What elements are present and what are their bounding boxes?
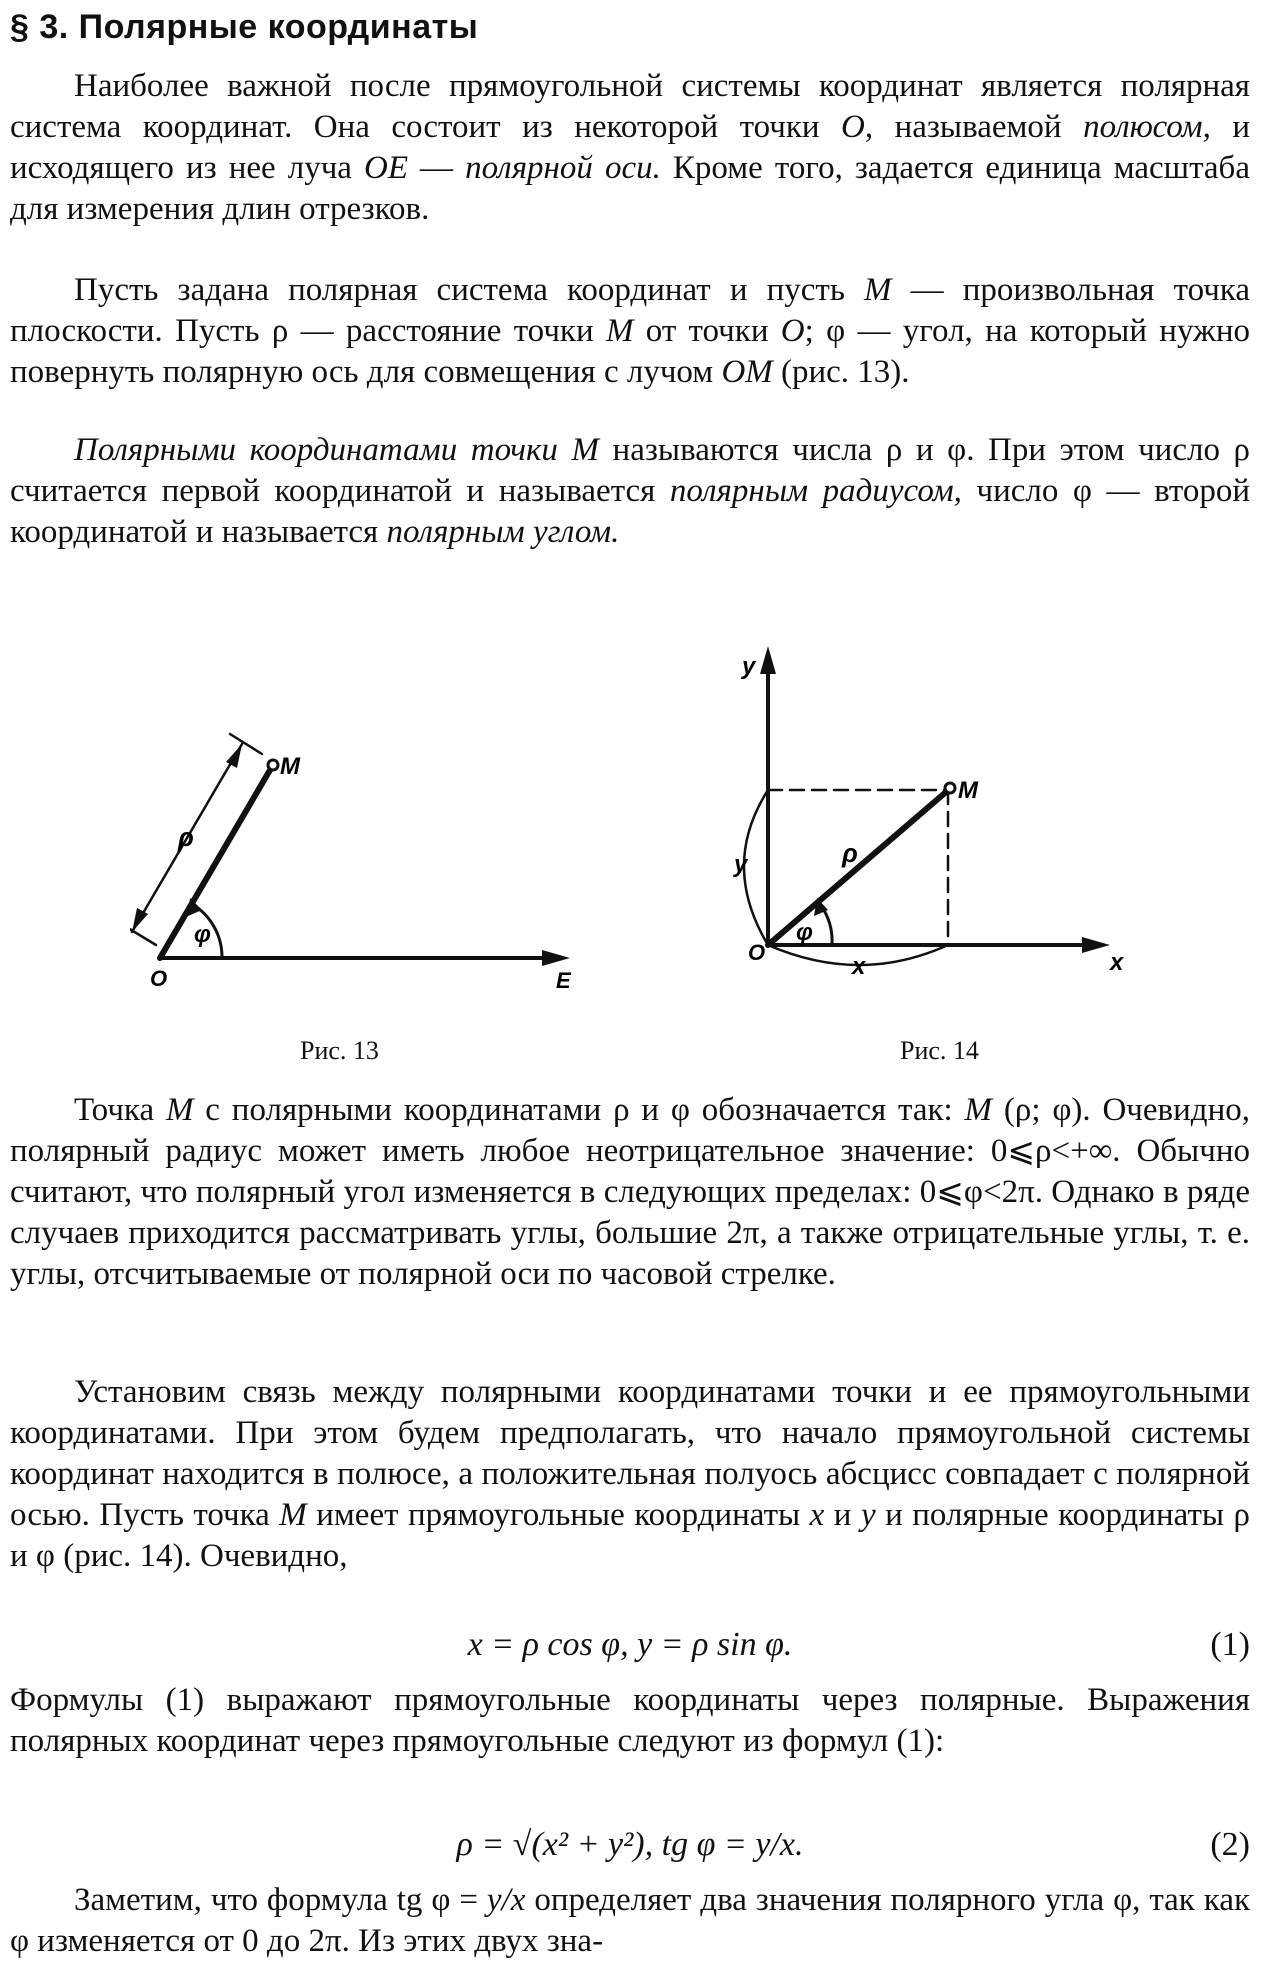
label-x-segment: x [852, 953, 866, 980]
label-x-axis: x [1110, 949, 1124, 976]
section-heading: § 3. Полярные координаты [10, 8, 479, 46]
text-run: M [964, 1092, 993, 1128]
text-run: M [863, 272, 892, 308]
text-run: M [165, 1092, 194, 1128]
figure-13-diagram [130, 670, 600, 1010]
formula-2-number: (2) [1210, 1826, 1250, 1863]
label-y-segment: y [734, 851, 748, 878]
text-run: и [824, 1497, 861, 1533]
text-run: с полярными координатами ρ и φ обозначается так: [193, 1092, 965, 1128]
text-run: полярным углом. [386, 514, 620, 550]
formula-1-expression: x = ρ cos φ, y = ρ sin φ. [467, 1626, 793, 1663]
text-run: и полярные координаты ρ и φ (рис. 14). Очевидно, [10, 1497, 1250, 1574]
text-run: Установим связь между полярными координатами точки и ее прямоугольными координатами. При этом будем предполагать, что начало прямоугольной системы координат находится в полюсе, а положительная полуось абсцисс совпадает с полярной осью. Пусть точка [10, 1374, 1250, 1533]
paragraph-2 [10, 270, 1250, 393]
text-run: , называемой [864, 109, 1084, 145]
text-run: определяет два значения полярного угла φ, так как φ изменяется от 0 до 2π. Из этих двух зна- [10, 1882, 1250, 1959]
text-run: Кроме того, задается единица масштаба для измерения длин отрезков. [10, 150, 1250, 227]
label-y-axis: y [742, 653, 756, 680]
formula-1-number: (1) [1210, 1626, 1250, 1663]
text-run: от точки [633, 313, 781, 349]
text-run: — [408, 150, 466, 186]
label-rho: ρ [842, 838, 858, 868]
text-run: OM [721, 354, 773, 390]
text-run: и исходящего из нее луча [10, 109, 1250, 186]
formula-2 [10, 1826, 1250, 1872]
text-run: y/x [486, 1882, 526, 1918]
paragraph-5 [10, 1372, 1250, 1577]
text-run: называются числа ρ и φ. При этом число ρ считается первой координатой и называется [10, 432, 1250, 509]
formula-2-expression: ρ = √(x² + y²), tg φ = y/x. [456, 1826, 804, 1863]
paragraph-7 [10, 1880, 1250, 1962]
paragraph-6 [10, 1680, 1250, 1762]
text-run: (ρ; φ). Очевидно, полярный радиус может иметь любое неотрицательное значение: 0⩽ρ<+∞. Обычно считают, что полярный угол изменяется в следующих пределах: 0⩽φ<2π. Однако в ряде случаев приходится рассматривать углы, большие 2π, а также отрицательные углы, т. е. углы, отсчитываемые от полярной оси по часовой стрелке. [10, 1092, 1250, 1292]
paragraph-4 [10, 1090, 1250, 1295]
text-run: M [605, 313, 634, 349]
figure-14-caption: Рис. 14 [900, 1036, 979, 1065]
text-run: Наиболее важной после прямоугольной системы координат является полярная система координат. Она состоит из некоторой точки [10, 68, 1250, 145]
text-run: Заметим, что формула tg φ = [74, 1882, 487, 1918]
text-run: полюсом, [1083, 109, 1211, 145]
text-run: имеет прямоугольные координаты [306, 1497, 810, 1533]
text-run: ; φ — угол, на который нужно повернуть полярную ось для совмещения с лучом [10, 313, 1250, 390]
paragraph-1 [10, 66, 1250, 230]
label-rho: ρ [178, 822, 194, 852]
figure-13-caption: Рис. 13 [300, 1036, 379, 1065]
text-run: M [279, 1497, 307, 1533]
text-run: Пусть задана полярная система координат и пусть [74, 272, 864, 308]
label-M: M [280, 753, 300, 780]
formula-1 [10, 1626, 1250, 1672]
text-run: Точка [74, 1092, 166, 1128]
text-run: число φ — второй координатой и называется [10, 473, 1251, 550]
text-run: y [860, 1497, 876, 1533]
label-O: O [748, 940, 766, 965]
paragraph-3 [10, 430, 1250, 553]
text-run: полярной оси. [465, 150, 661, 186]
figure-14-diagram [720, 640, 1140, 1010]
text-run: OE [364, 150, 408, 186]
label-E: E [556, 968, 571, 993]
text-run: Полярными координатами точки M [74, 432, 599, 468]
text-run: O [780, 313, 805, 349]
text-run: x [809, 1497, 825, 1533]
text-run: O [841, 109, 865, 145]
text-run: полярным радиусом, [669, 473, 962, 509]
label-phi: φ [796, 919, 813, 946]
label-O: O [150, 966, 168, 991]
text-run: Формулы (1) выражают прямоугольные координаты через полярные. Выражения полярных координат через прямоугольные следуют из формул (1): [10, 1682, 1250, 1759]
text-run: — произвольная точка плоскости. Пусть ρ — расстояние точки [10, 272, 1250, 349]
label-M: M [958, 777, 978, 804]
label-phi: φ [194, 921, 211, 948]
text-run: (рис. 13). [772, 354, 910, 390]
